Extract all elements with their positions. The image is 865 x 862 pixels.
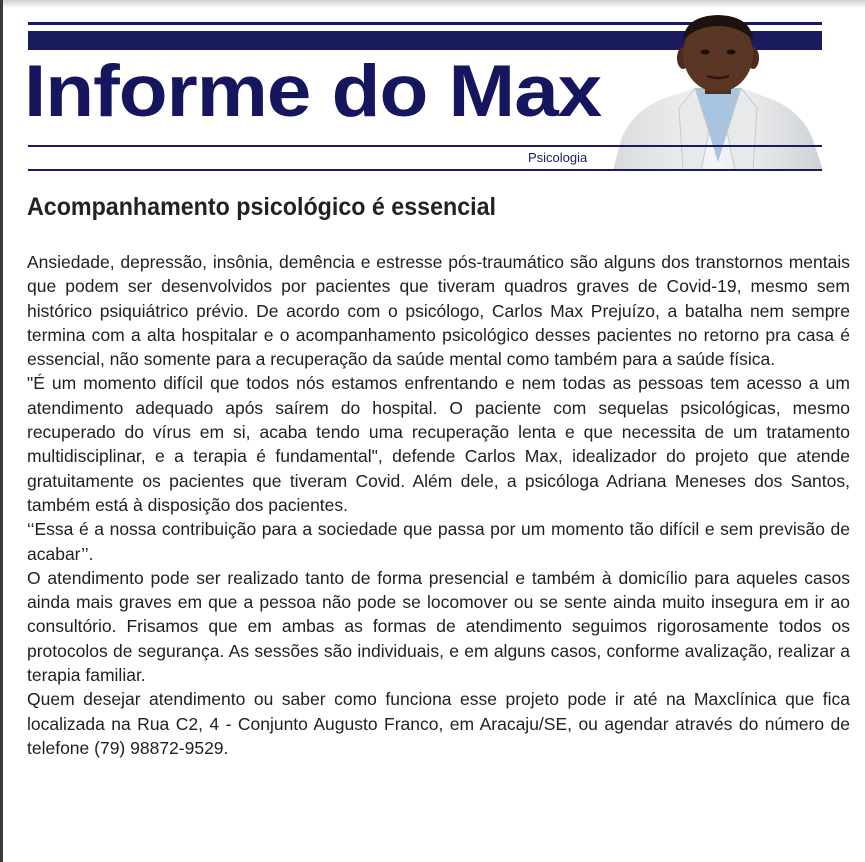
article-paragraph: Ansiedade, depressão, insônia, demência e estresse pós-traumático são alguns dos transtornos mentais que podem ser desenvolvidos por pacientes que tiveram quadros graves de Covid-19, mesmo sem histórico psiquiátrico prévio. De acordo com o psicólogo, Carlos Max Prejuízo, a batalha nem sempre termina com a alta hospitalar e o acompanhamento psicológico desses pacientes no retorno pra casa é essencial, não somente para a recuperação da saúde mental como também para a saúde física. [27,252,850,370]
section-label: Psicologia [528,150,588,165]
article-body [27,250,850,760]
article-paragraph: ‘‘Essa é a nossa contribuição para a sociedade que passa por um momento tão difícil e sem previsão de acabar’’. [27,519,850,564]
page-top-shadow [0,0,865,8]
article-paragraph: Quem desejar atendimento ou saber como funciona esse projeto pode ir até na Maxclínica que fica localizada na Rua C2, 4 - Conjunto Augusto Franco, em Aracaju/SE, ou agendar através do número de telefone (79) 98872-9529. [27,689,850,758]
article-headline: Acompanhamento psicológico é essencial [27,193,497,221]
masthead-title: Informe do Max [24,50,602,132]
page-left-edge [0,0,3,862]
masthead-rule-bottom [28,169,822,171]
article-paragraph: "É um momento difícil que todos nós estamos enfrentando e nem todas as pessoas tem acesso a um atendimento adequado após saírem do hospital. O paciente com sequelas psicológicas, mesmo recuperado do vírus em si, acaba tendo uma recuperação lenta e que necessita de um tratamento multidisciplinar, e a terapia é fundamental", defende Carlos Max, idealizador do projeto que atende gratuitamente os pacientes que tiveram Covid. Além dele, a psicóloga Adriana Meneses dos Santos, também está à disposição dos pacientes. [27,373,850,515]
masthead-rule-middle [28,145,822,147]
article-paragraph: O atendimento pode ser realizado tanto de forma presencial e também à domicílio para aqueles casos ainda mais graves em que a pessoa não pode se locomover ou se sente ainda muito insegura em ir ao consultório. Frisamos que em ambas as formas de atendimento seguimos rigorosamente todos os protocolos de segurança. As sessões são individuais, e em alguns casos, conforme avalização, realizar a terapia familiar. [27,567,850,686]
